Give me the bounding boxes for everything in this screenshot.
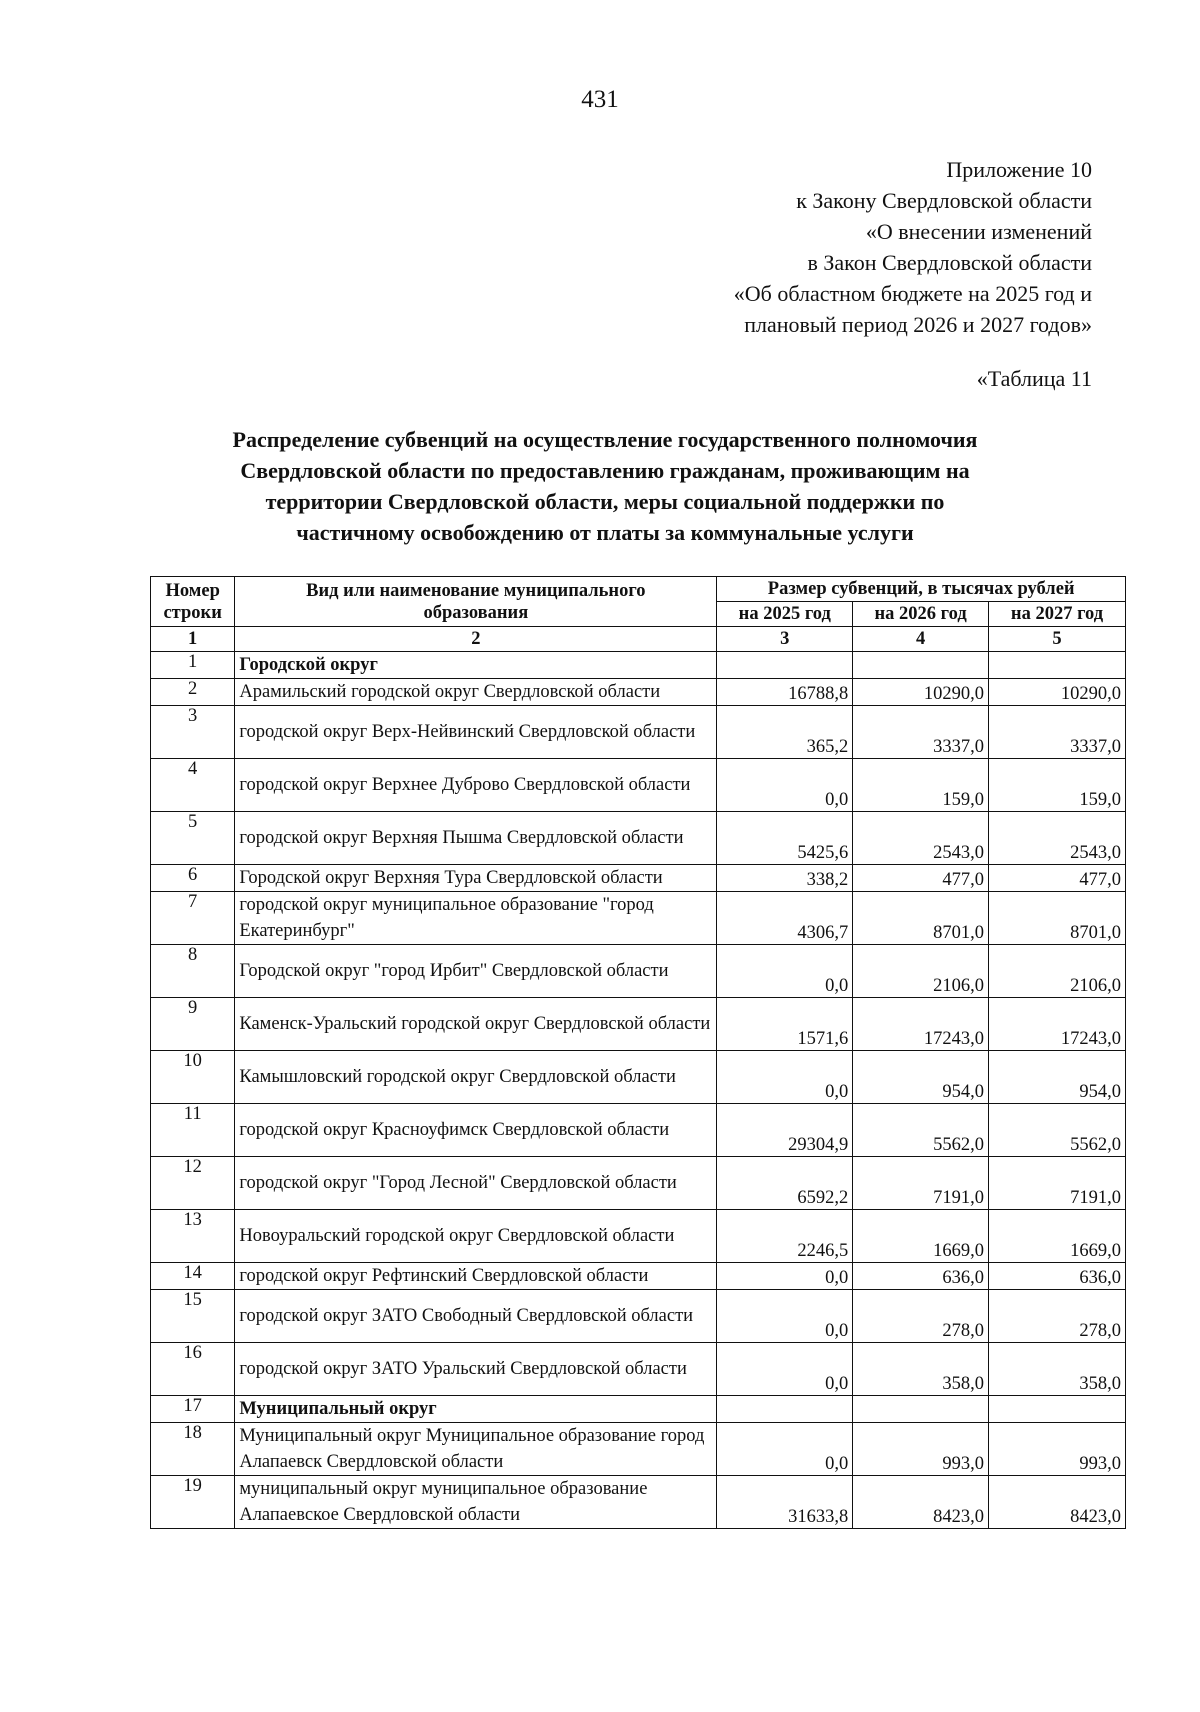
table-row <box>151 1423 1126 1476</box>
table-row <box>151 679 1126 706</box>
appendix-line: Приложение 10 <box>946 157 1092 182</box>
table-row <box>151 998 1126 1051</box>
value-2025: 4306,7 <box>717 892 853 945</box>
subvention-table <box>150 576 1126 1529</box>
table-row <box>151 892 1126 945</box>
header-year-2026: на 2026 год <box>853 602 989 627</box>
row-number: 13 <box>151 1210 235 1263</box>
row-number: 17 <box>151 1396 235 1423</box>
value-2026: 3337,0 <box>853 706 989 759</box>
value-2027: 10290,0 <box>989 679 1126 706</box>
table-row <box>151 1290 1126 1343</box>
value-2025: 1571,6 <box>717 998 853 1051</box>
table-row <box>151 1476 1126 1529</box>
municipality-name: городской округ Рефтинский Свердловской области <box>235 1263 717 1290</box>
municipality-name: Арамильский городской округ Свердловской области <box>235 679 717 706</box>
table-row <box>151 1104 1126 1157</box>
value-2025: 6592,2 <box>717 1157 853 1210</box>
row-number: 3 <box>151 706 235 759</box>
value-2026: 636,0 <box>853 1263 989 1290</box>
row-number: 19 <box>151 1476 235 1529</box>
municipality-name: муниципальный округ муниципальное образование Алапаевское Свердловской области <box>235 1476 717 1529</box>
row-number: 11 <box>151 1104 235 1157</box>
row-number: 6 <box>151 865 235 892</box>
table-row <box>151 1210 1126 1263</box>
municipality-name: Каменск-Уральский городской округ Свердловской области <box>235 998 717 1051</box>
row-number: 10 <box>151 1051 235 1104</box>
header-name-line1: Вид или наименование муниципального <box>306 580 646 601</box>
municipality-name: Новоуральский городской округ Свердловской области <box>235 1210 717 1263</box>
value-2025: 5425,6 <box>717 812 853 865</box>
value-2025: 0,0 <box>717 1263 853 1290</box>
value-2025: 338,2 <box>717 865 853 892</box>
column-number: 3 <box>717 627 853 652</box>
title-line: Распределение субвенций на осуществление государственного полномочия <box>232 427 978 452</box>
table-row <box>151 759 1126 812</box>
value-2025 <box>717 1396 853 1423</box>
row-number: 1 <box>151 652 235 679</box>
column-number: 1 <box>151 627 235 652</box>
title-line: частичному освобождению от платы за коммунальные услуги <box>296 520 914 545</box>
appendix-line: плановый период 2026 и 2027 годов» <box>744 312 1092 337</box>
municipality-name: городской округ Красноуфимск Свердловской области <box>235 1104 717 1157</box>
value-2026: 10290,0 <box>853 679 989 706</box>
value-2025: 0,0 <box>717 1051 853 1104</box>
value-2026: 278,0 <box>853 1290 989 1343</box>
table-row <box>151 865 1126 892</box>
value-2025: 2246,5 <box>717 1210 853 1263</box>
municipality-name: Муниципальный округ Муниципальное образование город Алапаевск Свердловской области <box>235 1423 717 1476</box>
page-number: 431 <box>581 86 619 113</box>
appendix-line: в Закон Свердловской области <box>807 250 1092 275</box>
value-2026: 5562,0 <box>853 1104 989 1157</box>
table-row <box>151 1396 1126 1423</box>
value-2026: 7191,0 <box>853 1157 989 1210</box>
appendix-line: «Об областном бюджете на 2025 год и <box>733 281 1092 306</box>
value-2026: 477,0 <box>853 865 989 892</box>
value-2025: 365,2 <box>717 706 853 759</box>
row-number: 18 <box>151 1423 235 1476</box>
value-2026 <box>853 652 989 679</box>
row-number: 9 <box>151 998 235 1051</box>
value-2027: 7191,0 <box>989 1157 1126 1210</box>
municipality-name: Муниципальный округ <box>235 1396 717 1423</box>
header-row-number-line2: строки <box>163 602 222 623</box>
table-row <box>151 1263 1126 1290</box>
value-2027: 954,0 <box>989 1051 1126 1104</box>
value-2025: 31633,8 <box>717 1476 853 1529</box>
value-2026: 159,0 <box>853 759 989 812</box>
municipality-name: городской округ муниципальное образование "город Екатеринбург" <box>235 892 717 945</box>
value-2026: 993,0 <box>853 1423 989 1476</box>
header-year-2027: на 2027 год <box>989 602 1126 627</box>
value-2025: 0,0 <box>717 945 853 998</box>
municipality-name: городской округ ЗАТО Уральский Свердловской области <box>235 1343 717 1396</box>
row-number: 16 <box>151 1343 235 1396</box>
value-2027 <box>989 1396 1126 1423</box>
value-2025: 0,0 <box>717 1423 853 1476</box>
header-municipality-name <box>235 577 717 627</box>
value-2025: 29304,9 <box>717 1104 853 1157</box>
column-number: 4 <box>853 627 989 652</box>
municipality-name: Камышловский городской округ Свердловской области <box>235 1051 717 1104</box>
municipality-name: городской округ "Город Лесной" Свердловской области <box>235 1157 717 1210</box>
municipality-name: городской округ Верхнее Дуброво Свердловской области <box>235 759 717 812</box>
table-row <box>151 812 1126 865</box>
municipality-name: Городской округ "город Ирбит" Свердловской области <box>235 945 717 998</box>
table-row <box>151 1343 1126 1396</box>
value-2027: 5562,0 <box>989 1104 1126 1157</box>
row-number: 8 <box>151 945 235 998</box>
value-2027: 477,0 <box>989 865 1126 892</box>
value-2027: 159,0 <box>989 759 1126 812</box>
appendix-line: к Закону Свердловской области <box>796 188 1092 213</box>
table-row <box>151 945 1126 998</box>
value-2025: 0,0 <box>717 759 853 812</box>
header-amount-group: Размер субвенций, в тысячах рублей <box>717 577 1126 602</box>
value-2025: 0,0 <box>717 1290 853 1343</box>
table-row <box>151 1051 1126 1104</box>
value-2025: 16788,8 <box>717 679 853 706</box>
value-2026: 954,0 <box>853 1051 989 1104</box>
row-number: 15 <box>151 1290 235 1343</box>
table-row <box>151 652 1126 679</box>
appendix-header <box>734 154 1092 340</box>
value-2026: 1669,0 <box>853 1210 989 1263</box>
municipality-name: городской округ Верх-Нейвинский Свердловской области <box>235 706 717 759</box>
value-2027: 17243,0 <box>989 998 1126 1051</box>
value-2027: 3337,0 <box>989 706 1126 759</box>
value-2027: 8701,0 <box>989 892 1126 945</box>
value-2026 <box>853 1396 989 1423</box>
value-2027: 636,0 <box>989 1263 1126 1290</box>
header-row-number <box>151 577 235 627</box>
value-2026: 17243,0 <box>853 998 989 1051</box>
value-2025: 0,0 <box>717 1343 853 1396</box>
row-number: 4 <box>151 759 235 812</box>
row-number: 2 <box>151 679 235 706</box>
table-row <box>151 1157 1126 1210</box>
value-2026: 2106,0 <box>853 945 989 998</box>
value-2026: 358,0 <box>853 1343 989 1396</box>
table-reference: «Таблица 11 <box>976 366 1092 391</box>
value-2026: 8423,0 <box>853 1476 989 1529</box>
title-line: территории Свердловской области, меры социальной поддержки по <box>265 489 945 514</box>
column-number: 2 <box>235 627 717 652</box>
value-2026: 8701,0 <box>853 892 989 945</box>
value-2027: 358,0 <box>989 1343 1126 1396</box>
value-2027: 993,0 <box>989 1423 1126 1476</box>
document-title <box>160 424 1050 548</box>
header-year-2025: на 2025 год <box>717 602 853 627</box>
title-line: Свердловской области по предоставлению гражданам, проживающим на <box>240 458 970 483</box>
value-2027: 278,0 <box>989 1290 1126 1343</box>
municipality-name: Городской округ <box>235 652 717 679</box>
row-number: 7 <box>151 892 235 945</box>
municipality-name: городской округ ЗАТО Свободный Свердловской области <box>235 1290 717 1343</box>
value-2027: 1669,0 <box>989 1210 1126 1263</box>
value-2027: 8423,0 <box>989 1476 1126 1529</box>
header-name-line2: образования <box>423 602 529 623</box>
row-number: 14 <box>151 1263 235 1290</box>
value-2026: 2543,0 <box>853 812 989 865</box>
table-row <box>151 706 1126 759</box>
header-row-number-line1: Номер <box>165 580 220 601</box>
municipality-name: городской округ Верхняя Пышма Свердловской области <box>235 812 717 865</box>
column-number: 5 <box>989 627 1126 652</box>
value-2027: 2106,0 <box>989 945 1126 998</box>
value-2027: 2543,0 <box>989 812 1126 865</box>
value-2025 <box>717 652 853 679</box>
row-number: 5 <box>151 812 235 865</box>
appendix-line: «О внесении изменений <box>865 219 1092 244</box>
municipality-name: Городской округ Верхняя Тура Свердловской области <box>235 865 717 892</box>
value-2027 <box>989 652 1126 679</box>
row-number: 12 <box>151 1157 235 1210</box>
